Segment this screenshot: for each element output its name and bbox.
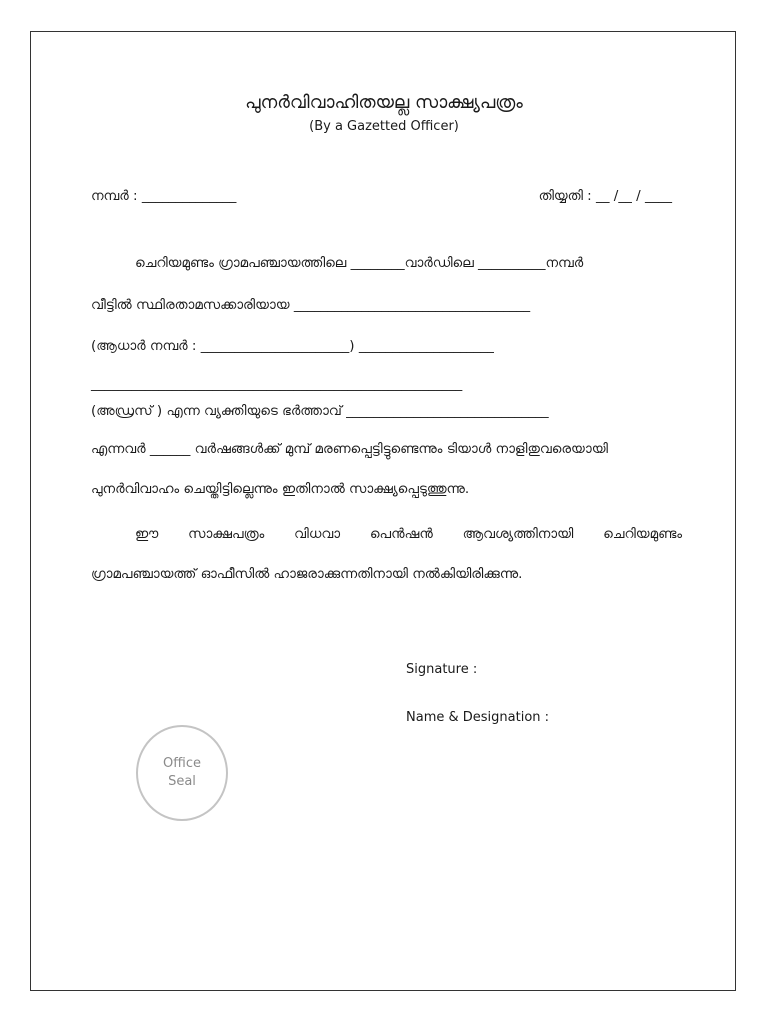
name-designation-label: Name & Designation : — [406, 710, 550, 725]
body-line-5: (അഡ്രസ് ) എന്ന വ്യക്തിയുടെ ഭർത്താവ് ______________________________ — [91, 403, 549, 419]
body-line-7: പുനർവിവാഹം ചെയ്തിട്ടില്ലെന്നും ഇതിനാൽ സാക്ഷ്യപ്പെടുത്തുന്നു. — [91, 481, 470, 497]
signature-label: Signature : — [406, 662, 478, 677]
body-line-3: (ആധാർ നമ്പർ : ______________________) ____________________ — [91, 338, 494, 354]
office-seal — [136, 725, 228, 821]
seal-text-office: Office — [163, 756, 201, 771]
date-line: തിയ്യതി : __ /__ / ____ — [538, 188, 672, 204]
seal-text-seal: Seal — [168, 774, 196, 789]
body-line-6: എന്നവർ ______ വർഷങ്ങൾക്ക് മുമ്പ് മരണപ്പെട്ടിട്ടുണ്ടെന്നും ടിയാൾ നാളിതുവരെയായി — [91, 441, 608, 457]
document-subtitle: (By a Gazetted Officer) — [309, 119, 459, 134]
body-line-4: _______________________________________________________ — [91, 376, 463, 392]
document-title: പുനർവിവാഹിതയല്ല സാക്ഷ്യപത്രം — [245, 92, 523, 113]
body-line-9: ഗ്രാമപഞ്ചായത്ത് ഓഫീസിൽ ഹാജരാക്കുന്നതിനായി നൽകിയിരിക്കുന്നു. — [91, 566, 523, 582]
body-line-1: ചെറിയമുണ്ടം ഗ്രാമപഞ്ചായത്തിലെ ________വാർഡിലെ __________നമ്പർ — [135, 255, 584, 271]
document-page — [30, 31, 736, 991]
body-line-8: ഈ സാക്ഷപത്രം വിധവാ പെൻഷൻ ആവശ്യത്തിനായി ചെറിയമുണ്ടം — [135, 526, 682, 542]
body-line-2: വീട്ടിൽ സ്ഥിരതാമസക്കാരിയായ ___________________________________ — [91, 297, 531, 313]
number-line: നമ്പർ : ______________ — [91, 188, 237, 204]
